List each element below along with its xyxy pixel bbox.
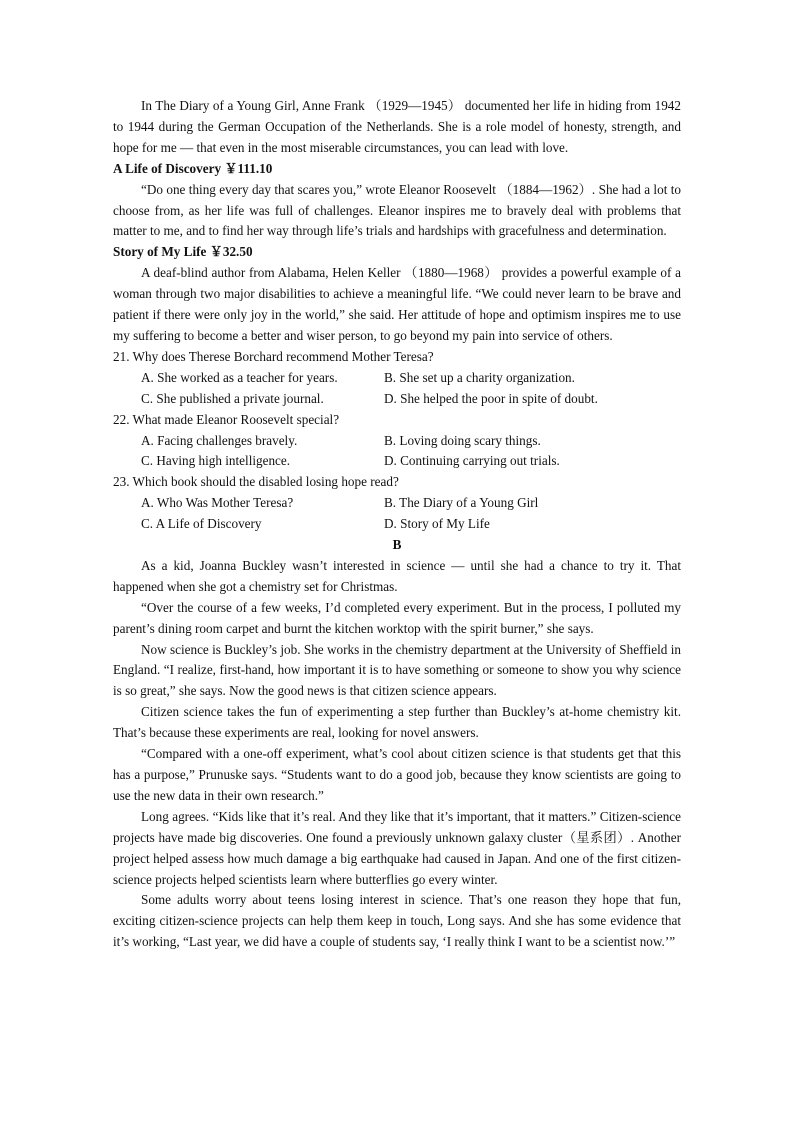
paragraph-eleanor-roosevelt: “Do one thing every day that scares you,” wrote Eleanor Roosevelt （1884—1962）. She had a lot to choose from, as her life was full of challenges. Eleanor inspires me to bravely deal with problems that matter to me, and to find her way through life’s trials and hardships with gracefulness and determination. <box>113 181 681 239</box>
option-c: C. A Life of Discovery <box>141 516 262 532</box>
section-heading-b: B <box>392 537 402 553</box>
paragraph-b-6: Long agrees. “Kids like that it’s real. And they like that it’s important, that it matters.” Citizen-science projects have made big discoveries. One found a previously unknown galaxy cluster（星系团）. Another project helped assess how much damage a big earthquake had caused in Japan. And one of the first citizen-science projects helped scientists learn where butterflies go every winter. <box>113 808 681 887</box>
option-row <box>113 431 681 452</box>
option-d: D. Continuing carrying out trials. <box>384 453 560 469</box>
option-row <box>113 368 681 389</box>
option-a: A. Who Was Mother Teresa? <box>141 495 294 511</box>
question-stem: 22. What made Eleanor Roosevelt special? <box>113 411 340 427</box>
option-c: C. She published a private journal. <box>141 390 324 406</box>
paragraph-b-2: “Over the course of a few weeks, I’d completed every experiment. But in the process, I polluted my parent’s dining room carpet and burnt the kitchen worktop with the spirit burner,” she says. <box>113 599 681 636</box>
paragraph-b-7: Some adults worry about teens losing interest in science. That’s one reason they hope that fun, exciting citizen-science projects can help them keep in touch, Long says. And she has some evidence that it’s working, “Last year, we did have a couple of students say, ‘I really think I want to be a scientist now.’” <box>113 892 681 950</box>
question-23 <box>113 472 681 535</box>
option-b: B. The Diary of a Young Girl <box>384 495 539 511</box>
paragraph-b-1: As a kid, Joanna Buckley wasn’t interested in science — until she had a chance to try it. That happened when she got a chemistry set for Christmas. <box>113 557 681 594</box>
question-stem: 21. Why does Therese Borchard recommend Mother Teresa? <box>113 348 434 364</box>
option-c: C. Having high intelligence. <box>141 453 291 469</box>
paragraph-b-3: Now science is Buckley’s job. She works in the chemistry department at the University of Sheffield in England. “I realize, first-hand, how important it is to have something or someone to show you why science is so great,” she says. Now the good news is that citizen science appears. <box>113 641 681 699</box>
option-a: A. She worked as a teacher for years. <box>141 369 338 385</box>
option-d: D. Story of My Life <box>384 516 490 532</box>
book-title-life-of-discovery: A Life of Discovery ￥111.10 <box>113 160 273 176</box>
option-a: A. Facing challenges bravely. <box>141 432 298 448</box>
paragraph-b-4: Citizen science takes the fun of experimenting a step further than Buckley’s at-home chemistry kit. That’s because these experiments are real, looking for novel answers. <box>113 704 681 741</box>
option-d: D. She helped the poor in spite of doubt. <box>384 390 598 406</box>
paragraph-anne-frank: In The Diary of a Young Girl, Anne Frank （1929—1945） documented her life in hiding from 1942 to 1944 during the German Occupation of the Netherlands. She is a role model of honesty, strength, and hope for me — that even in the most miserable circumstances, you can lead with love. <box>113 98 681 155</box>
question-22 <box>113 410 681 473</box>
option-b: B. Loving doing scary things. <box>384 432 541 448</box>
book-title-story-of-my-life: Story of My Life ￥32.50 <box>113 244 253 260</box>
paragraph-b-5: “Compared with a one-off experiment, what’s cool about citizen science is that students get that this has a purpose,” Prunuske says. “Students want to do a good job, because they know scientists are going to use the new data in their own research.” <box>113 746 681 803</box>
option-b: B. She set up a charity organization. <box>384 369 575 385</box>
document-page <box>113 96 681 953</box>
option-row <box>113 451 681 472</box>
option-row <box>113 493 681 514</box>
option-row <box>113 389 681 410</box>
question-stem: 23. Which book should the disabled losing hope read? <box>113 474 399 490</box>
paragraph-helen-keller: A deaf-blind author from Alabama, Helen Keller （1880—1968） provides a powerful example of a woman through two major disabilities to achieve a meaningful life. “We could never learn to be brave and patient if there were only joy in the world,” she said. Her attitude of hope and optimism inspires me to use my suffering to become a better and wiser person, to go beyond my pain into service of others. <box>113 265 681 343</box>
option-row <box>113 514 681 535</box>
question-21 <box>113 347 681 410</box>
